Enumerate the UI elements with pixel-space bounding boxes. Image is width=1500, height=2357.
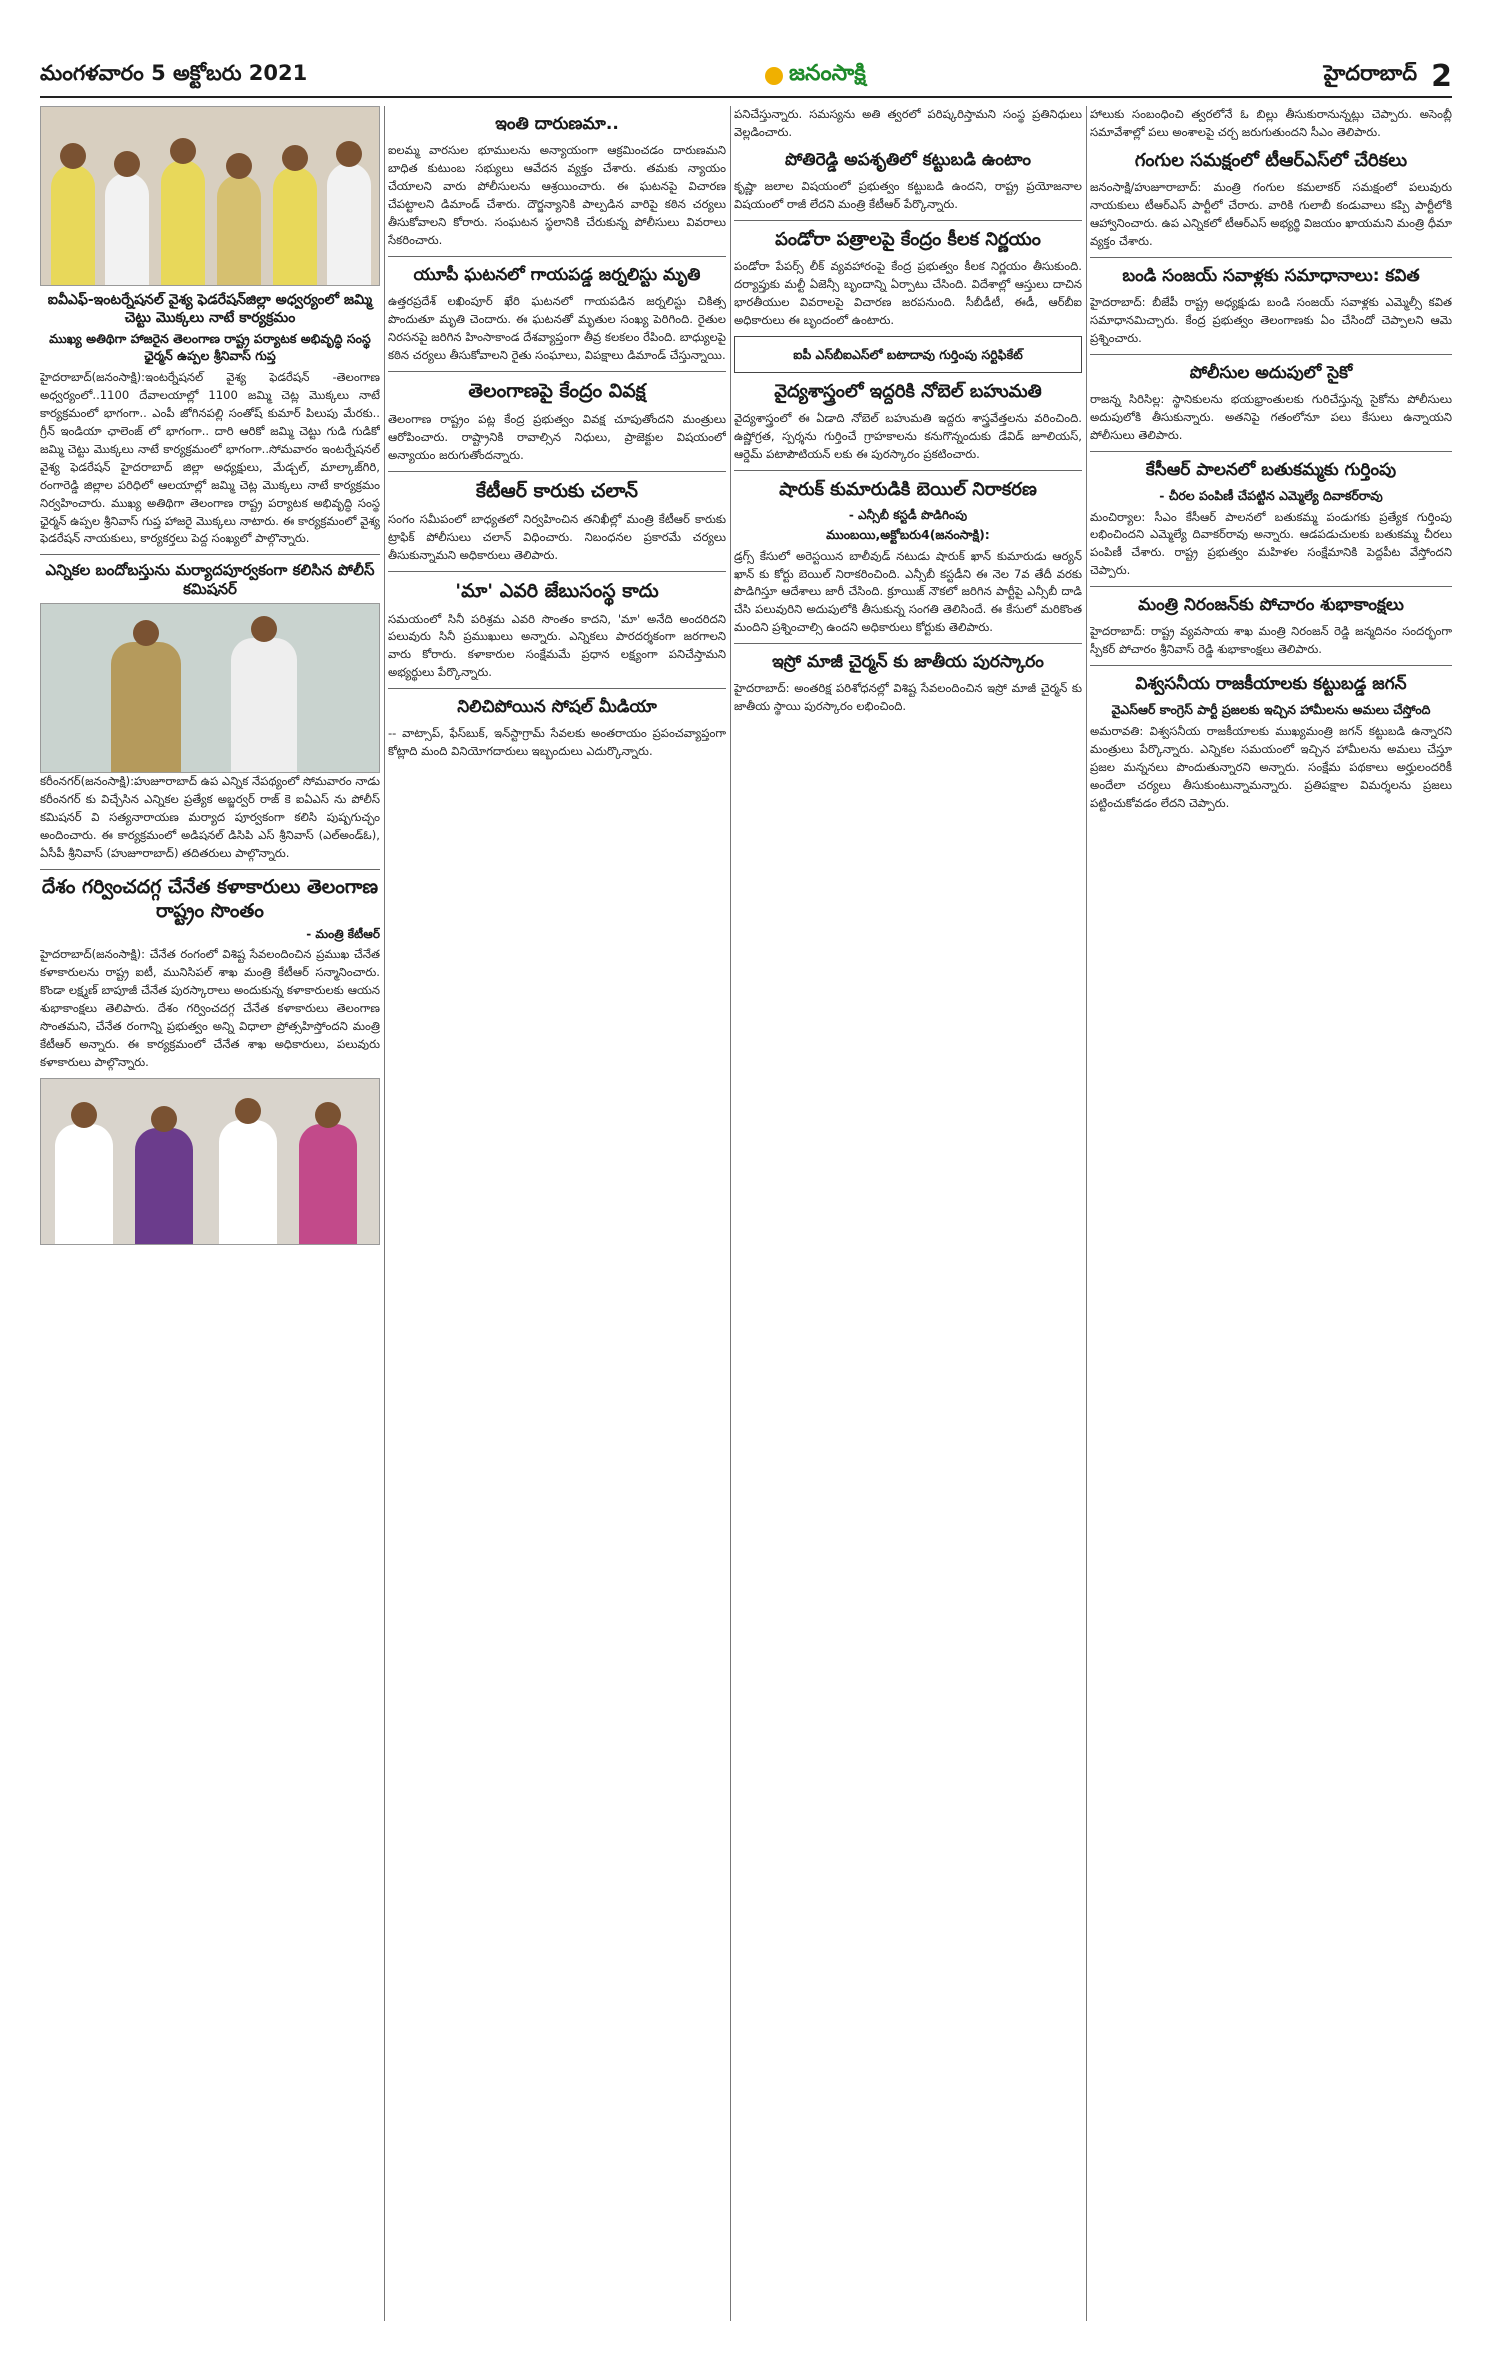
- divider: [388, 571, 726, 572]
- column-4: [1090, 106, 1452, 2321]
- headline: బండి సంజయ్‌ సవాళ్లకు సమాధానాలు: కవిత: [1122, 265, 1420, 286]
- headline: దేశం గర్వించదగ్గ చేనేత కళాకారులు తెలంగాణ రాష్ట్రం సొంతం: [41, 875, 379, 922]
- masthead: [40, 56, 1452, 98]
- divider: [40, 554, 380, 555]
- headline: షారుక్‌ కుమారుడికి బెయిల్‌ నిరాకరణ: [779, 478, 1037, 500]
- article-body: పనిచేస్తున్నారు. సమస్యను అతి త్వరలో పరిష్కరిస్తామని సంస్థ ప్రతినిధులు వెల్లడించారు.: [734, 107, 1082, 139]
- headline: పండోరా పత్రాలపై కేంద్రం కీలక నిర్ణయం: [775, 228, 1041, 250]
- article-body: మంచిర్యాల: సీఎం కేసీఆర్‌ పాలనలో బతుకమ్మ పండుగకు ప్రత్యేక గుర్తింపు లభించిందని ఎమ్మెల్యే దివాకర్‌రావు అన్నారు. ఆడపడుచులకు బతుకమ్మ చీరలు పంపిణీ చేశారు. రాష్ట్ర ప్రభుత్వం మహిళల సంక్షేమానికి పెద్దపీట వేస్తోందని చెప్పారు.: [1090, 509, 1452, 578]
- headline: 'మా' ఎవరి జేబుసంస్థ కాదు: [455, 579, 659, 602]
- box-heading: ఐపీ ఎస్‌బీఐఎస్‌లో బటాదావు గుర్తింపు సర్టిఫికేట్‌: [793, 346, 1023, 362]
- article-body: హైదరాబాద్‌: బీజేపీ రాష్ట్ర అధ్యక్షుడు బండి సంజయ్‌ సవాళ్లకు ఎమ్మెల్సీ కవిత సమాధానమిచ్చారు. కేంద్ర ప్రభుత్వం తెలంగాణకు ఏం చేసిందో చెప్పాలని ఆమె ప్రశ్నించారు.: [1090, 294, 1452, 345]
- divider: [388, 688, 726, 689]
- masthead-right: [1324, 59, 1452, 94]
- divider: [1090, 451, 1452, 452]
- article-body: తెలంగాణ రాష్ట్రం పట్ల కేంద్ర ప్రభుత్వం వివక్ష చూపుతోందని మంత్రులు ఆరోపించారు. రాష్ట్రానికి రావాల్సిన నిధులు, ప్రాజెక్టుల విషయంలో అన్యాయం జరుగుతోందన్నారు.: [388, 411, 726, 462]
- headline: నిలిచిపోయిన సోషల్‌ మీడియా: [457, 697, 657, 718]
- article-body: కరీంనగర్‌(జనంసాక్షి):హుజూరాబాద్‌ ఉప ఎన్నిక నేపథ్యంలో సోమవారం నాడు కరీంనగర్‌ కు విచ్చేసిన ఎన్నికల ప్రత్యేక అబ్జర్వర్‌ రాజ్‌ కె ఐఏఎస్‌ ను పోలీస్‌ కమిషనర్‌ వి సత్యనారాయణ మర్యాద పూర్వకంగా కలిసి పుష్పగుచ్ఛం అందించారు. ఈ కార్యక్రమంలో అడిషనల్‌ డిసిపి ఎస్‌ శ్రీనివాస్‌ (ఎల్‌అండ్‌ఓ), ఏసీపీ శ్రీనివాస్‌ (హుజూరాబాద్‌) తదితరులు పాల్గొన్నారు.: [40, 773, 380, 860]
- article-body: వైద్యశాస్త్రంలో ఈ ఏడాది నోబెల్‌ బహుమతి ఇద్దరు శాస్త్రవేత్తలను వరించింది. ఉష్ణోగ్రత, స్పర్శను గుర్తించే గ్రాహకాలను కనుగొన్నందుకు డేవిడ్‌ జూలియస్‌, ఆర్డెమ్‌ పటాపౌటియన్‌ లకు ఈ పురస్కారం ప్రకటించారు.: [734, 410, 1082, 461]
- article-body: హాలుకు సంబంధించి త్వరలోనే ఓ బిల్లు తీసుకురానున్నట్లు చెప్పారు. అసెంబ్లీ సమావేశాల్లో పలు అంశాలపై చర్చ జరుగుతుందని సీఎం తెలిపారు.: [1090, 107, 1452, 139]
- headline: తెలంగాణపై కేంద్రం వివక్ష: [468, 379, 646, 402]
- headline: ఇంతి దారుణమా..: [495, 114, 619, 134]
- photo-police-commissioner: [40, 603, 380, 773]
- divider: [734, 220, 1082, 221]
- byline: - ఎన్సీబీ కస్టడీ పొడిగింపు: [848, 507, 968, 522]
- article-body: రాజన్న సిరిసిల్ల: స్థానికులను భయభ్రాంతులకు గురిచేస్తున్న సైకోను పోలీసులు అదుపులోకి తీసుకున్నారు. అతనిపై గతంలోనూ పలు కేసులు ఉన్నాయని పోలీసులు తెలిపారు.: [1090, 391, 1452, 442]
- page-number: 2: [1431, 58, 1452, 94]
- divider: [1090, 257, 1452, 258]
- headline: ఎన్నికల బందోబస్తును మర్యాదపూర్వకంగా కలిసిన పోలీస్‌ కమిషనర్‌: [45, 561, 375, 599]
- headline: మంత్రి నిరంజన్‌కు పోచారం శుభాకాంక్షలు: [1138, 595, 1404, 616]
- article-body: హైదరాబాద్‌(జనంసాక్షి):ఇంటర్నేషనల్‌ వైశ్య ఫెడరేషన్‌ -తెలంగాణ అధ్వర్యంలో..1100 దేవాలయాల్లో 1100 జమ్మి చెట్ల మొక్కలు నాటే కార్యక్రమంలో భాగంగా.. ఎంపీ జోగినపల్లి సంతోష్‌ కుమార్‌ పిలుపు మేరకు.. గ్రీన్‌ ఇండియా ఛాలెంజ్‌ లో భాగంగా.. దారి ఆరికో జమ్మి చెట్టు గుడి గుడికో జమ్మి చెట్టు మొక్కలు నాటే కార్యక్రమంలో భాగంగా..సోమవారం ఇంటర్నేషనల్‌ వైశ్య ఫెడరేషన్‌ హైదరాబాద్‌ జిల్లా అధ్యక్షులు, మేడ్చల్‌, మాల్కాజ్‌గిరి, రంగారెడ్డి జిల్లాల పరిధిలో ఆలయాల్లో జమ్మి చెట్ల మొక్కలు నాటే కార్యక్రమం నిర్వహించారు. ముఖ్య అతిథిగా తెలంగాణ రాష్ట్ర పర్యాటక అభివృద్ధి సంస్థ ఛైర్మన్‌ ఉప్పల శ్రీనివాస్‌ గుప్త హాజరై మొక్కలు నాటారు. ఈ కార్యక్రమంలో వైశ్య ఫెడరేషన్‌ నాయకులు, కార్యకర్తలు పెద్ద సంఖ్యలో పాల్గొన్నారు.: [40, 369, 380, 546]
- boxed-item: [734, 336, 1082, 373]
- dateline: ముంబయి,అక్టోబరు4(జనంసాక్షి):: [826, 526, 990, 542]
- column-rule: [730, 106, 731, 2321]
- article-body: -- వాట్సాప్‌, ఫేస్‌బుక్‌, ఇన్‌స్టాగ్రామ్‌ సేవలకు అంతరాయం ప్రపంచవ్యాప్తంగా కోట్లాది మంది వినియోగదారులు ఇబ్బందులు ఎదుర్కొన్నారు.: [388, 726, 726, 759]
- headline: విశ్వసనీయ రాజకీయాలకు కట్టుబడ్డ జగన్‌: [1135, 674, 1407, 695]
- divider: [734, 470, 1082, 471]
- article-body: డ్రగ్స్‌ కేసులో అరెస్టయిన బాలీవుడ్‌ నటుడు షారుక్‌ ఖాన్‌ కుమారుడు ఆర్యన్‌ ఖాన్‌ కు కోర్టు బెయిల్‌ నిరాకరించింది. ఎన్సీబీ కస్టడీని ఈ నెల 7వ తేదీ వరకు పొడిగిస్తూ ఆదేశాలు జారీ చేసింది. క్రూయిజ్‌ నౌకలో జరిగిన పార్టీపై ఎన్సీబీ దాడి చేసి పలువురిని అదుపులోకి తీసుకున్న సంగతి తెలిసిందే. ఈ కేసులో మరికొంత మందిని ప్రశ్నించాల్సి ఉందని అధికారులు కోర్టుకు తెలిపారు.: [734, 548, 1082, 635]
- column-3: [734, 106, 1082, 2321]
- headline: కేసీఆర్‌ పాలనలో బతుకమ్మకు గుర్తింపు: [1145, 459, 1397, 480]
- paper-logo: [765, 61, 866, 91]
- article-body: కృష్ణా జలాల విషయంలో ప్రభుత్వం కట్టుబడి ఉందని, రాష్ట్ర ప్రయోజనాల విషయంలో రాజీ లేదని మంత్రి కేటీఆర్‌ పేర్కొన్నారు.: [734, 178, 1082, 211]
- headline: కేటీఆర్‌ కారుకు చలాన్‌: [475, 479, 639, 502]
- headline: ఐవీఎఫ్‌-ఇంటర్నేషనల్‌ వైశ్య ఫెడరేషన్‌జిల్లా అధ్వర్యంలో జమ్మి చెట్టు మొక్కలు నాటే కార్యక్రమం: [47, 292, 373, 326]
- article-body: ఉత్తరప్రదేశ్‌ లఖింపూర్‌ ఖేరి ఘటనలో గాయపడిన జర్నలిస్టు చికిత్స పొందుతూ మృతి చెందారు. ఈ ఘటనతో మృతుల సంఖ్య పెరిగింది. రైతుల నిరసనపై జరిగిన హింసాకాండ దేశవ్యాప్తంగా తీవ్ర కలకలం రేపింది. బాధ్యులపై కఠిన చర్యలు తీసుకోవాలని రైతు సంఘాలు, విపక్షాలు డిమాండ్‌ చేస్తున్నాయి.: [388, 293, 726, 362]
- photo-handloom-artisans: [40, 1078, 380, 1245]
- headline: వైద్యశాస్త్రంలో ఇద్దరికి నోబెల్‌ బహుమతి: [774, 380, 1042, 402]
- headline: గంగుల సమక్షంలో టీఆర్‌ఎస్‌లో చేరికలు: [1134, 149, 1408, 171]
- divider: [388, 471, 726, 472]
- article-body: అమరావతి: విశ్వసనీయ రాజకీయాలకు ముఖ్యమంత్రి జగన్‌ కట్టుబడి ఉన్నారని మంత్రులు పేర్కొన్నారు. ఎన్నికల సమయంలో ఇచ్చిన హామీలను అమలు చేస్తూ ప్రజల మన్ననలు పొందుతున్నారని అన్నారు. సంక్షేమ పథకాలు అర్హులందరికీ అందేలా చర్యలు తీసుకుంటున్నామన్నారు. ప్రతిపక్షాల విమర్శలను ప్రజలు పట్టించుకోవడం లేదని చెప్పారు.: [1090, 724, 1452, 811]
- column-rule: [1086, 106, 1087, 2321]
- subheadline: - చీరల పంపిణీ చేపట్టిన ఎమ్మెల్యే దివాకర్‌రావు: [1159, 487, 1383, 503]
- sun-icon: [765, 67, 783, 85]
- column-2: [388, 106, 726, 2321]
- headline: పోతిరెడ్డి అపశృతిలో కట్టుబడి ఉంటాం: [784, 149, 1032, 170]
- article-body: సమయంలో సినీ పరిశ్రమ ఎవరి సొంతం కాదని, 'మా' అనేది అందరిదని పలువురు సినీ ప్రముఖులు అన్నారు. ఎన్నికలు పారదర్శకంగా జరగాలని వారు కోరారు. కళాకారుల సంక్షేమమే ప్రధాన లక్ష్యంగా పనిచేస్తామని అభ్యర్థులు పేర్కొన్నారు.: [388, 611, 726, 680]
- divider: [388, 256, 726, 257]
- headline: యూపీ ఘటనలో గాయపడ్డ జర్నలిస్టు మృతి: [413, 264, 701, 285]
- article-body: ఐలమ్మ వారసుల భూములను అన్యాయంగా ఆక్రమించడం దారుణమని బాధిత కుటుంబ సభ్యులు ఆవేదన వ్యక్తం చేశారు. తమకు న్యాయం చేయాలని వారు పోలీసులను ఆశ్రయించారు. ఈ ఘటనపై విచారణ చేపట్టాలని డిమాండ్‌ చేశారు. దౌర్జన్యానికి పాల్పడిన వారిపై కఠిన చర్యలు తీసుకోవాలని కోరారు. సంఘటన స్థలానికి చేరుకున్న పోలీసులు వివరాలు సేకరించారు.: [388, 143, 726, 247]
- divider: [1090, 354, 1452, 355]
- article-body: హైదరాబాద్‌(జనంసాక్షి): చేనేత రంగంలో విశిష్ట సేవలందించిన ప్రముఖ చేనేత కళాకారులను రాష్ట్ర ఐటీ, మునిసిపల్‌ శాఖ మంత్రి కేటీఆర్‌ సన్మానించారు. కొండా లక్ష్మణ్‌ బాపూజీ చేనేత పురస్కారాలు అందుకున్న కళాకారులకు ఆయన శుభాకాంక్షలు తెలిపారు. దేశం గర్వించదగ్గ చేనేత కళాకారులు తెలంగాణ సొంతమని, చేనేత రంగాన్ని ప్రభుత్వం అన్ని విధాలా ప్రోత్సహిస్తోందని మంత్రి కేటీఆర్‌ అన్నారు. ఈ కార్యక్రమంలో చేనేత శాఖ అధికారులు, పలువురు కళాకారులు పాల్గొన్నారు.: [40, 947, 380, 1070]
- byline: - మంత్రి కేటీఆర్‌: [306, 927, 380, 942]
- divider: [1090, 586, 1452, 587]
- article-body: హైదరాబాద్‌: రాష్ట్ర వ్యవసాయ శాఖ మంత్రి నిరంజన్‌ రెడ్డి జన్మదినం సందర్భంగా స్పీకర్‌ పోచారం శ్రీనివాస్‌ రెడ్డి శుభాకాంక్షలు తెలిపారు.: [1090, 624, 1452, 657]
- photo-plantation: [40, 106, 380, 286]
- subheadline: ముఖ్య అతిథిగా హాజరైన తెలంగాణ రాష్ట్ర పర్యాటక అభివృద్ధి సంస్థ ఛైర్మన్‌ ఉప్పల శ్రీనివాస్‌ గుప్త: [49, 331, 371, 363]
- column-1: [40, 106, 380, 2321]
- divider: [1090, 665, 1452, 666]
- issue-date: మంగళవారం 5 అక్టోబరు 2021: [40, 61, 308, 85]
- divider: [734, 643, 1082, 644]
- article-body: పండోరా పేపర్స్‌ లీక్‌ వ్యవహారంపై కేంద్ర ప్రభుత్వం కీలక నిర్ణయం తీసుకుంది. దర్యాప్తుకు మల్టీ ఏజెన్సీ బృందాన్ని ఏర్పాటు చేసింది. విదేశాల్లో ఆస్తులు దాచిన భారతీయుల వివరాలపై విచారణ జరపనుంది. సీబీడీటీ, ఈడీ, ఆర్‌బీఐ అధికారులు ఈ బృందంలో ఉంటారు.: [734, 258, 1082, 327]
- column-rule: [384, 106, 385, 2321]
- paper-name: జనంసాక్షి: [788, 61, 866, 86]
- headline: పోలీసుల అదుపులో సైకో: [1189, 362, 1353, 383]
- article-body: జనంసాక్షి/హుజూరాబాద్‌: మంత్రి గంగుల కమలాకర్‌ సమక్షంలో పలువురు నాయకులు టీఆర్‌ఎస్‌ పార్టీలో చేరారు. వారికి గులాబీ కండువాలు కప్పి పార్టీలోకి ఆహ్వానించారు. ఉప ఎన్నికలో టీఆర్‌ఎస్‌ అభ్యర్థి విజయం ఖాయమని మంత్రి ధీమా వ్యక్తం చేశారు.: [1090, 179, 1452, 248]
- divider: [40, 869, 380, 870]
- edition-city: హైదరాబాద్: [1323, 61, 1418, 85]
- headline: ఇస్రో మాజీ చైర్మన్ కు జాతీయ పురస్కారం: [772, 652, 1044, 673]
- divider: [388, 371, 726, 372]
- article-body: హైదరాబాద్‌: అంతరిక్ష పరిశోధనల్లో విశిష్ట సేవలందించిన ఇస్రో మాజీ చైర్మన్‌ కు జాతీయ స్థాయి పురస్కారం లభించింది.: [734, 681, 1082, 714]
- article-body: సంగం సమీపంలో బాధ్యతలో నిర్వహించిన తనిఖీల్లో మంత్రి కేటీఆర్‌ కారుకు ట్రాఫిక్‌ పోలీసులు చలాన్‌ విధించారు. నిబంధనల ప్రకారమే చర్యలు తీసుకున్నామని అధికారులు తెలిపారు.: [388, 511, 726, 562]
- subheadline: వైఎస్‌ఆర్‌ కాంగ్రెస్‌ పార్టీ ప్రజలకు ఇచ్చిన హామీలను అమలు చేస్తోంది: [1111, 702, 1431, 718]
